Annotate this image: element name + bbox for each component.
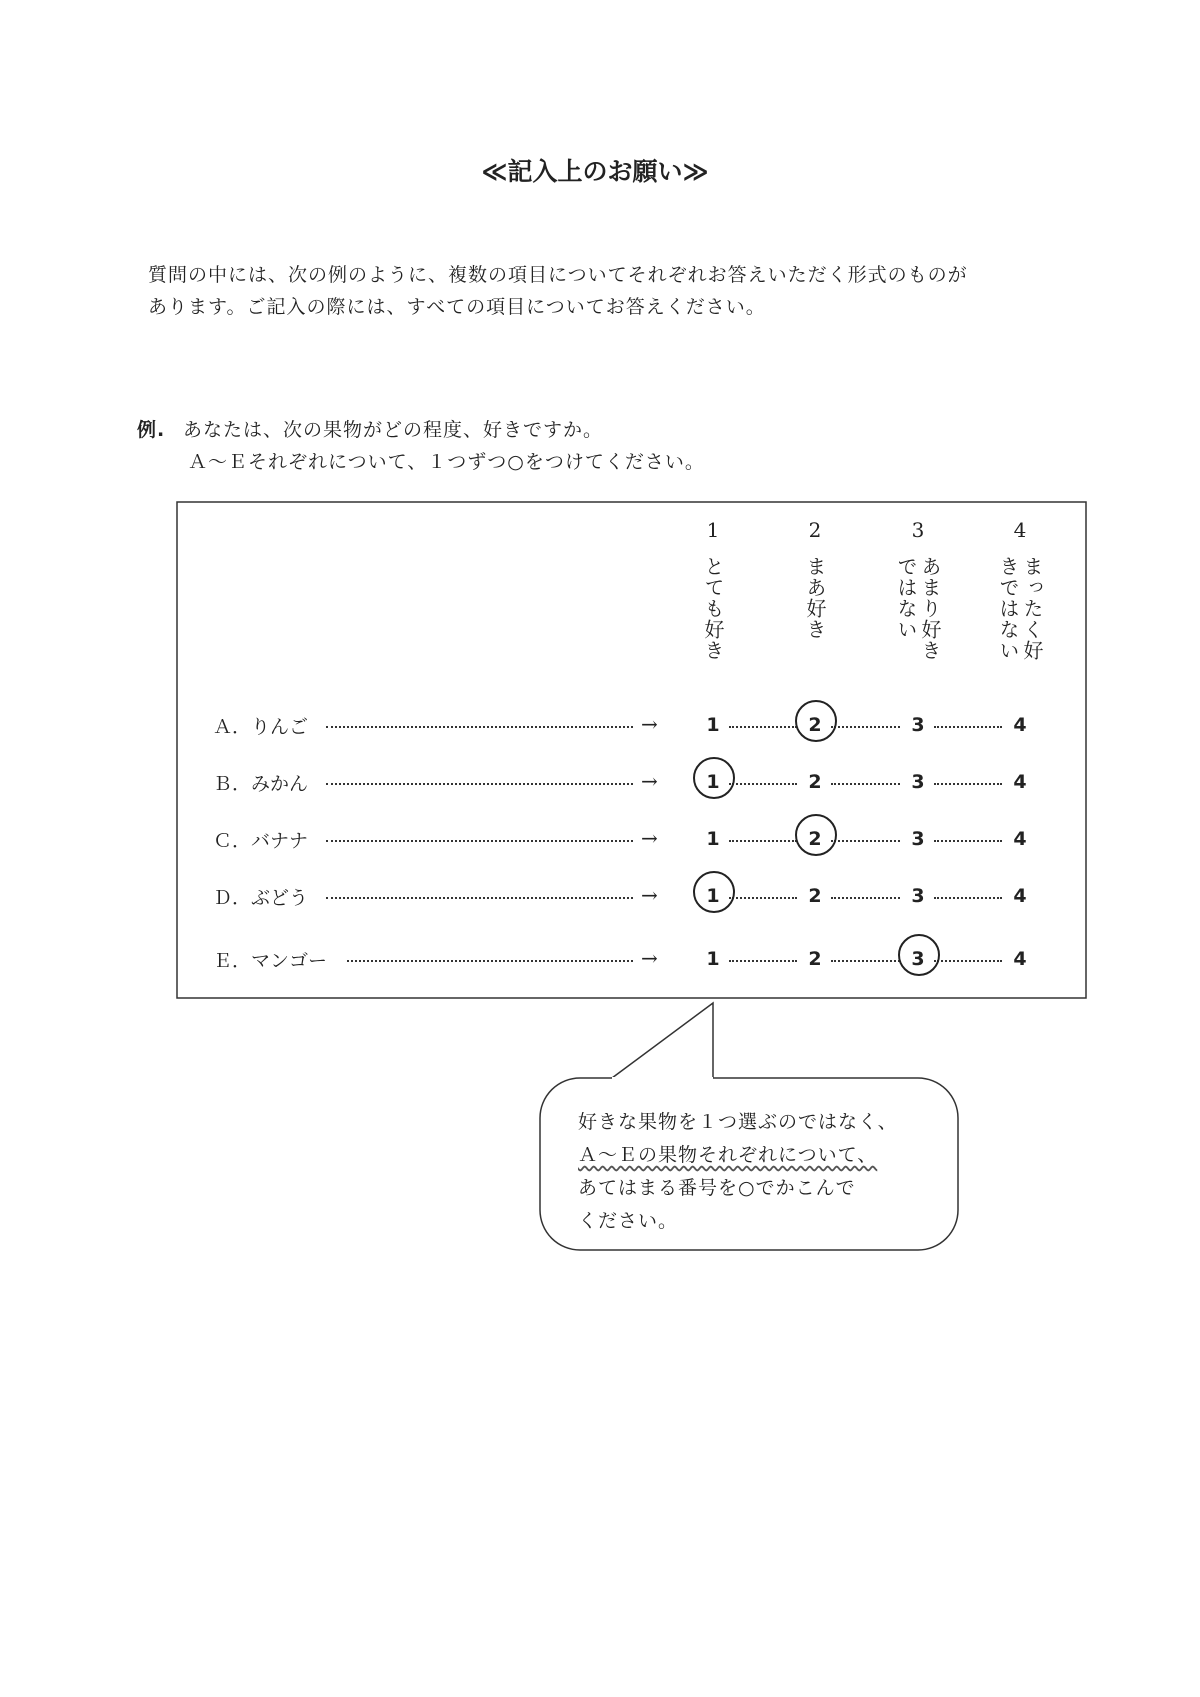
selected-circle	[693, 757, 735, 799]
callout-line-3: あてはまる番号を○でかこんで	[578, 1177, 856, 1199]
example-question: あなたは、次の果物がどの程度、好きですか。	[183, 419, 604, 441]
dotted-leader	[831, 840, 900, 842]
scale-label: とても好き	[701, 556, 725, 661]
option-3[interactable]: 3	[911, 771, 925, 793]
dotted-leader	[729, 897, 797, 899]
scale-label: まあ好き	[803, 556, 827, 640]
scale-label: あまり好きではない	[894, 556, 942, 661]
option-2[interactable]: 2	[808, 948, 822, 970]
row-label: Ｃ．バナナ	[213, 830, 309, 852]
selected-circle	[898, 934, 940, 976]
scale-number: 4	[1013, 518, 1027, 542]
dotted-leader	[831, 897, 900, 899]
callout-line-4: ください。	[578, 1210, 679, 1232]
option-4[interactable]: 4	[1013, 771, 1027, 793]
dotted-leader	[729, 726, 797, 728]
dotted-leader	[326, 897, 633, 899]
page-title: ≪記入上のお願い≫	[481, 157, 709, 186]
callout-line-1: 好きな果物を１つ選ぶのではなく、	[578, 1111, 898, 1133]
table-row	[213, 769, 1033, 799]
intro-line-1: 質問の中には、次の例のように、複数の項目についてそれぞれお答えいただく形式のものが	[148, 264, 968, 286]
option-1[interactable]: 1	[706, 885, 720, 907]
dotted-leader	[326, 783, 633, 785]
option-4[interactable]: 4	[1013, 714, 1027, 736]
row-label: Ａ．りんご	[213, 716, 309, 738]
callout-tail	[612, 1003, 713, 1078]
option-3[interactable]: 3	[911, 828, 925, 850]
dotted-leader	[347, 960, 633, 962]
option-2[interactable]: 2	[808, 771, 822, 793]
table-row	[213, 946, 1033, 976]
dotted-leader	[326, 840, 633, 842]
example-instruction: Ａ～Ｅそれぞれについて、１つずつ○をつけてください。	[188, 451, 705, 473]
dotted-leader	[934, 726, 1002, 728]
scale-number: 2	[808, 518, 822, 542]
dotted-leader	[326, 726, 633, 728]
row-label: Ｄ．ぶどう	[213, 887, 309, 909]
option-1[interactable]: 1	[706, 771, 720, 793]
arrow-icon: →	[641, 769, 658, 793]
option-2[interactable]: 2	[808, 714, 822, 736]
scale-number: 1	[706, 518, 720, 542]
row-label: Ｂ．みかん	[213, 773, 309, 795]
option-2[interactable]: 2	[808, 885, 822, 907]
dotted-leader	[934, 960, 1002, 962]
intro-line-2: あります。ご記入の際には、すべての項目についてお答えください。	[148, 296, 766, 318]
option-1[interactable]: 1	[706, 948, 720, 970]
option-1[interactable]: 1	[706, 714, 720, 736]
dotted-leader	[831, 783, 900, 785]
dotted-leader	[831, 726, 900, 728]
example-label: 例.	[137, 419, 166, 441]
selected-circle	[795, 814, 837, 856]
option-2[interactable]: 2	[808, 828, 822, 850]
option-4[interactable]: 4	[1013, 828, 1027, 850]
dotted-leader	[831, 960, 900, 962]
option-4[interactable]: 4	[1013, 948, 1027, 970]
row-label: Ｅ．マンゴー	[213, 950, 328, 972]
selected-circle	[693, 871, 735, 913]
option-3[interactable]: 3	[911, 948, 925, 970]
callout-text	[578, 1106, 898, 1238]
example-box	[177, 502, 1086, 998]
option-1[interactable]: 1	[706, 828, 720, 850]
arrow-icon: →	[641, 826, 658, 850]
arrow-icon: →	[641, 883, 658, 907]
option-3[interactable]: 3	[911, 714, 925, 736]
selected-circle	[795, 700, 837, 742]
dotted-leader	[934, 840, 1002, 842]
dotted-leader	[729, 783, 797, 785]
callout-line-2: Ａ～Ｅの果物それぞれについて、	[578, 1144, 878, 1166]
scale-number: 3	[911, 518, 925, 542]
table-row	[213, 883, 1033, 913]
scale-label: まったく好きではない	[996, 556, 1044, 661]
dotted-leader	[729, 960, 797, 962]
arrow-icon: →	[641, 712, 658, 736]
arrow-icon: →	[641, 946, 658, 970]
table-row	[213, 826, 1033, 856]
dotted-leader	[934, 783, 1002, 785]
table-row	[213, 712, 1033, 742]
option-4[interactable]: 4	[1013, 885, 1027, 907]
dotted-leader	[934, 897, 1002, 899]
option-3[interactable]: 3	[911, 885, 925, 907]
dotted-leader	[729, 840, 797, 842]
